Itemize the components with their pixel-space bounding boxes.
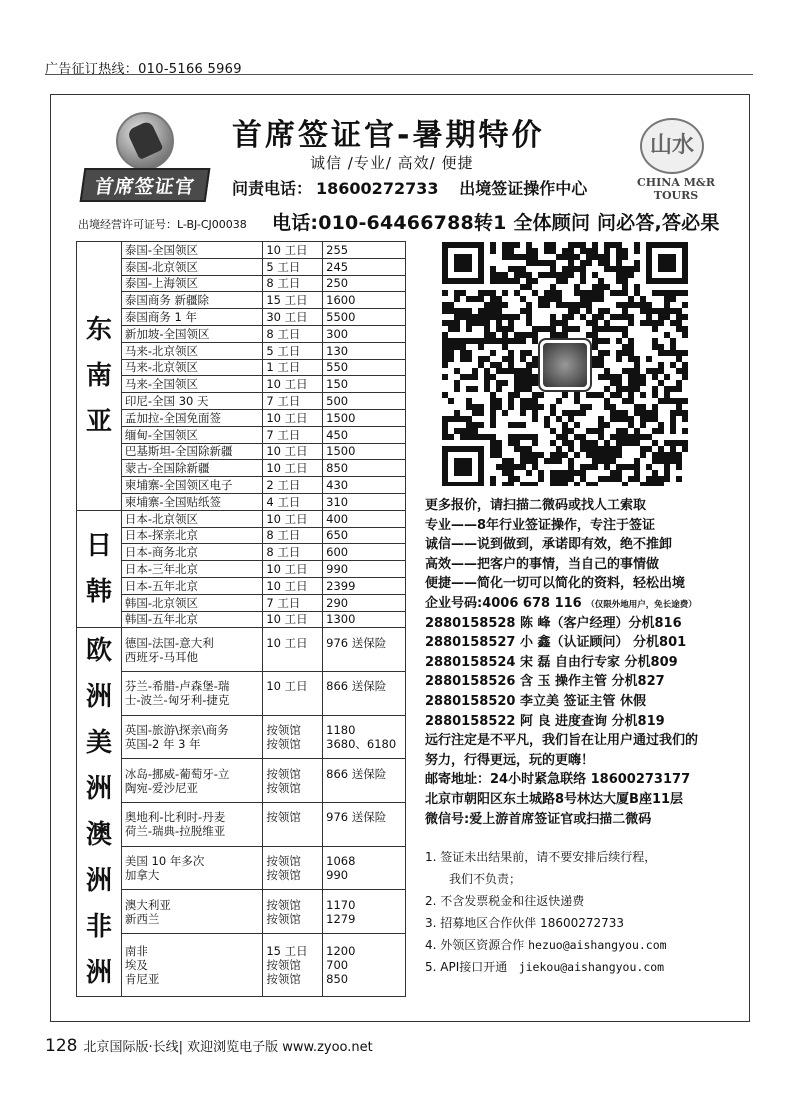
price-cell: 430: [323, 477, 406, 494]
destination-cell: 缅甸-全国领区: [121, 426, 262, 443]
cell-line: 士-波兰-匈牙利-捷克: [124, 693, 230, 708]
destination-cell: 孟加拉-全国免面签: [121, 409, 262, 426]
table-row: [77, 759, 406, 803]
processing-days-cell: [263, 759, 323, 803]
region-char: 美: [85, 728, 112, 759]
processing-days-cell: 7 工日: [263, 594, 323, 611]
table-row: [77, 890, 406, 934]
destination-cell: 巴基斯坦-全国除新疆: [121, 443, 262, 460]
table-row: [77, 671, 406, 715]
price-cell: 990: [323, 561, 406, 578]
enterprise-number: 企业号码:4006 678 116 （仅限外地用户，免长途费）: [425, 595, 697, 611]
cell-line: 1279: [326, 911, 356, 926]
processing-days-cell: 7 工日: [263, 426, 323, 443]
info-line: 专业——8年行业签证操作，专注于签证: [425, 517, 656, 533]
cell-line: 澳大利亚: [124, 897, 171, 912]
processing-days-cell: 2 工日: [263, 477, 323, 494]
cell-line: 1170: [326, 897, 356, 912]
destination-cell: [121, 890, 262, 934]
mailing-address: 邮寄地址：24小时紧急联络 18600273177: [425, 772, 691, 788]
region-label: [77, 510, 122, 628]
contact-line: [232, 176, 591, 199]
cell-line: 芬兰-希腊-卢森堡-瑞: [124, 679, 230, 694]
table-row: [77, 933, 406, 996]
price-cell: [323, 759, 406, 803]
info-line: 远行注定是不平凡，我们旨在让用户通过我们的: [425, 733, 699, 749]
destination-cell: 日本-北京领区: [121, 510, 262, 527]
info-line: 更多报价，请扫描二微码或找人工索取: [425, 498, 647, 513]
price-cell: 1300: [323, 611, 406, 628]
price-cell: 245: [323, 258, 406, 275]
price-table: [76, 241, 406, 997]
destination-cell: 泰国-全国领区: [121, 242, 262, 259]
cell-line: 10 工日: [266, 679, 308, 694]
processing-days-cell: 8 工日: [263, 527, 323, 544]
destination-cell: 韩国-北京领区: [121, 594, 262, 611]
wechat-id: 微信号:爱上游首席签证官或扫描二微码: [425, 811, 652, 827]
license-number: 出境经营许可证号：L-BJ-CJ00038: [78, 218, 247, 231]
cell-line: [326, 781, 402, 795]
price-cell: 310: [323, 493, 406, 510]
cell-line: 700: [326, 958, 349, 973]
destination-cell: [121, 671, 262, 715]
table-row: [77, 376, 406, 393]
table-row: [77, 510, 406, 527]
table-row: [77, 493, 406, 510]
page-footer: [45, 1036, 373, 1056]
price-cell: [323, 933, 406, 996]
page-number: 128: [45, 1036, 78, 1056]
table-row: [77, 628, 406, 672]
note-item: 1. 签证未出结果前，请不要安排后续行程，: [425, 850, 657, 864]
note-item: 4. 外领区资源合作 hezuo@aishangyou.com: [425, 938, 667, 952]
footer-text: 北京国际版·长线| 欢迎浏览电子版 www.zyoo.net: [83, 1040, 373, 1055]
cell-line: 1180: [326, 722, 356, 737]
cell-line: 866 送保险: [326, 679, 387, 694]
region-char: 韩: [85, 577, 112, 608]
processing-days-cell: 15 工日: [263, 292, 323, 309]
region-char: 洲: [85, 774, 112, 805]
note-item: 3. 招募地区合作伙伴 18600272733: [425, 916, 625, 930]
processing-days-cell: 5 工日: [263, 258, 323, 275]
processing-days-cell: 10 工日: [263, 443, 323, 460]
table-row: [77, 594, 406, 611]
cell-line: 15 工日: [266, 944, 308, 959]
region-char: 洲: [85, 682, 112, 713]
cell-line: 10 工日: [266, 635, 308, 650]
table-row: [77, 342, 406, 359]
table-row: [77, 846, 406, 890]
table-row: [77, 715, 406, 759]
cell-line: 976 送保险: [326, 635, 387, 650]
processing-days-cell: 10 工日: [263, 409, 323, 426]
processing-days-cell: 30 工日: [263, 309, 323, 326]
destination-cell: [121, 933, 262, 996]
mountain-water-icon: 山水: [640, 118, 704, 174]
table-row: [77, 242, 406, 259]
price-cell: 400: [323, 510, 406, 527]
qr-center-logo: [540, 340, 590, 390]
processing-days-cell: 10 工日: [263, 577, 323, 594]
processing-days-cell: 7 工日: [263, 393, 323, 410]
logo-banner-text: 首席签证官: [80, 168, 211, 202]
cell-line: 德国-法国-意大利: [124, 635, 214, 650]
destination-cell: 日本-五年北京: [121, 577, 262, 594]
table-row: [77, 611, 406, 628]
table-row: [77, 426, 406, 443]
contact-center: 出境签证操作中心: [459, 179, 588, 198]
cell-line: 按领馆: [266, 736, 301, 751]
price-cell: 150: [323, 376, 406, 393]
price-cell: 5500: [323, 309, 406, 326]
price-cell: 290: [323, 594, 406, 611]
logo-text-line2: TOURS: [653, 189, 699, 202]
cell-line: 英国-2 年 3 年: [124, 736, 201, 751]
cell-line: 荷兰-瑞典-拉脱维亚: [124, 824, 226, 839]
table-row: [77, 393, 406, 410]
cell-line: [326, 824, 402, 838]
cell-line: 866 送保险: [326, 766, 387, 781]
cell-line: 英国-旅游\探亲\商务: [124, 722, 229, 737]
price-cell: [323, 671, 406, 715]
price-cell: [323, 715, 406, 759]
cell-line: 3680、6180: [326, 736, 397, 751]
page-title: 首席签证官-暑期特价: [232, 118, 545, 153]
processing-days-cell: 4 工日: [263, 493, 323, 510]
processing-days-cell: [263, 846, 323, 890]
region-char: 东: [85, 314, 112, 345]
top-divider: [45, 74, 753, 75]
table-row: [77, 325, 406, 342]
processing-days-cell: [263, 671, 323, 715]
table-row: [77, 460, 406, 477]
table-row: [77, 477, 406, 494]
staff-contact: 2880158528 陈 峰（客户经理）分机816: [425, 615, 682, 631]
destination-cell: [121, 802, 262, 846]
cell-line: [326, 650, 402, 664]
cell-line: 按领馆: [266, 780, 301, 795]
logo-text-line1: CHINA M&R: [637, 176, 715, 189]
destination-cell: [121, 846, 262, 890]
cell-line: 850: [326, 972, 349, 987]
region-char: 南: [85, 360, 112, 391]
region-char: 澳: [85, 820, 112, 851]
processing-days-cell: 10 工日: [263, 510, 323, 527]
table-row: [77, 802, 406, 846]
table-row: [77, 443, 406, 460]
region-char: 非: [85, 912, 112, 943]
cell-line: [326, 693, 402, 707]
processing-days-cell: 1 工日: [263, 359, 323, 376]
table-row: [77, 292, 406, 309]
cell-line: 奥地利-比利时-丹麦: [124, 810, 226, 825]
destination-cell: 日本-三年北京: [121, 561, 262, 578]
table-row: [77, 409, 406, 426]
info-line: 诚信——说到做到，承诺即有效，绝不推卸: [425, 537, 673, 553]
note-item: 2. 不含发票税金和往返快递费: [425, 894, 585, 908]
contact-phone: 18600272733: [316, 179, 439, 198]
price-cell: [323, 890, 406, 934]
info-line: 高效——把客户的事情，当自己的事情做: [425, 556, 660, 572]
table-row: [77, 527, 406, 544]
region-char: 欧: [85, 636, 112, 667]
destination-cell: [121, 759, 262, 803]
thumb-icon: [116, 112, 174, 170]
cell-line: 按领馆: [266, 897, 301, 912]
info-line: 努力，行得更远，玩的更嗨！: [425, 752, 595, 768]
price-cell: 650: [323, 527, 406, 544]
notes-list: [425, 846, 745, 978]
processing-days-cell: [263, 933, 323, 996]
destination-cell: 蒙古-全国除新疆: [121, 460, 262, 477]
cell-line: 按领馆: [266, 853, 301, 868]
price-cell: 300: [323, 325, 406, 342]
destination-cell: [121, 715, 262, 759]
destination-cell: 印尼-全国 30 天: [121, 393, 262, 410]
cell-line: 1200: [326, 944, 356, 959]
region-char: 亚: [85, 406, 112, 437]
destination-cell: 柬埔寨-全国领区电子: [121, 477, 262, 494]
cell-line: [266, 693, 319, 707]
price-cell: [323, 802, 406, 846]
destination-cell: 韩国-五年北京: [121, 611, 262, 628]
cell-line: 肯尼亚: [124, 972, 160, 987]
price-cell: 1500: [323, 443, 406, 460]
processing-days-cell: 10 工日: [263, 561, 323, 578]
price-cell: 250: [323, 275, 406, 292]
price-cell: 130: [323, 342, 406, 359]
table-row: [77, 561, 406, 578]
cell-line: 976 送保险: [326, 810, 387, 825]
cell-line: 陶宛-爱沙尼亚: [124, 780, 199, 795]
region-char: 洲: [85, 866, 112, 897]
cell-line: 990: [326, 867, 349, 882]
destination-cell: 泰国商务 新疆除: [121, 292, 262, 309]
staff-contact: 2880158524 宋 磊 自由行专家 分机809: [425, 654, 678, 670]
destination-cell: 马来-全国领区: [121, 376, 262, 393]
cell-line: 南非: [124, 944, 148, 959]
processing-days-cell: 8 工日: [263, 325, 323, 342]
destination-cell: 日本-探亲北京: [121, 527, 262, 544]
email-link[interactable]: hezuo@aishangyou.com: [528, 938, 667, 952]
table-row: [77, 577, 406, 594]
staff-contact: 2880158520 李立美 签证主管 休假: [425, 693, 647, 709]
region-char: 日: [85, 531, 112, 562]
note-item: 5. API接口开通 jiekou@aishangyou.com: [425, 960, 665, 974]
price-cell: [323, 846, 406, 890]
table-row: [77, 359, 406, 376]
processing-days-cell: 5 工日: [263, 342, 323, 359]
cell-line: 按领馆: [266, 867, 301, 882]
processing-days-cell: [263, 890, 323, 934]
email-link[interactable]: jiekou@aishangyou.com: [518, 960, 665, 974]
price-cell: 850: [323, 460, 406, 477]
processing-days-cell: [263, 802, 323, 846]
cell-line: 按领馆: [266, 810, 301, 825]
region-char: 洲: [85, 958, 112, 989]
processing-days-cell: 10 工日: [263, 242, 323, 259]
price-cell: 550: [323, 359, 406, 376]
destination-cell: 泰国-北京领区: [121, 258, 262, 275]
price-cell: 1500: [323, 409, 406, 426]
table-row: [77, 544, 406, 561]
price-cell: 255: [323, 242, 406, 259]
cell-line: 西班牙-马耳他: [124, 649, 199, 664]
cell-line: 按领馆: [266, 972, 301, 987]
mr-tours-logo: [620, 118, 732, 204]
note-item: 我们不负责；: [449, 872, 522, 886]
cell-line: 按领馆: [266, 911, 301, 926]
cell-line: 埃及: [124, 958, 148, 973]
cell-line: 美国 10 年多次: [124, 853, 205, 868]
cell-line: [266, 824, 319, 838]
processing-days-cell: 10 工日: [263, 611, 323, 628]
destination-cell: 新加坡-全国领区: [121, 325, 262, 342]
processing-days-cell: 8 工日: [263, 275, 323, 292]
info-column: [425, 496, 745, 829]
table-row: [77, 275, 406, 292]
destination-cell: 柬埔寨-全国贴纸签: [121, 493, 262, 510]
cell-line: 加拿大: [124, 867, 160, 882]
destination-cell: 马来-北京领区: [121, 359, 262, 376]
cell-line: 新西兰: [124, 911, 160, 926]
price-cell: 600: [323, 544, 406, 561]
price-cell: 1600: [323, 292, 406, 309]
staff-contact: 2880158526 含 玉 操作主管 分机827: [425, 674, 665, 690]
ad-hotline: 广告征订热线：010-5166 5969: [45, 62, 242, 77]
staff-contact: 2880158522 阿 良 进度查询 分机819: [425, 713, 665, 729]
destination-cell: [121, 628, 262, 672]
price-cell: [323, 628, 406, 672]
main-phone: 电话:010-64466788转1 全体顾问 问必答,答必果: [272, 212, 720, 234]
region-label: [77, 242, 122, 511]
cell-line: 按领馆: [266, 766, 301, 781]
price-cell: 450: [323, 426, 406, 443]
slogan: 诚信 /专业/ 高效/ 便捷: [310, 154, 474, 172]
cell-line: 按领馆: [266, 958, 301, 973]
qr-code[interactable]: [442, 242, 688, 486]
cell-line: [266, 650, 319, 664]
processing-days-cell: 10 工日: [263, 460, 323, 477]
cell-line: 冰岛-挪威-葡萄牙-立: [124, 766, 230, 781]
processing-days-cell: [263, 628, 323, 672]
table-row: [77, 258, 406, 275]
processing-days-cell: [263, 715, 323, 759]
destination-cell: 泰国-上海领区: [121, 275, 262, 292]
price-cell: 500: [323, 393, 406, 410]
office-address: 北京市朝阳区东土城路8号林达大厦B座11层: [425, 791, 684, 807]
region-label: [77, 628, 122, 997]
price-cell: 2399: [323, 577, 406, 594]
cell-line: 1068: [326, 853, 356, 868]
visa-officer-logo: [82, 112, 208, 202]
destination-cell: 马来-北京领区: [121, 342, 262, 359]
table-row: [77, 309, 406, 326]
info-line: 便捷——简化一切可以简化的资料，轻松出境: [425, 576, 686, 592]
contact-label: 问责电话：: [232, 179, 313, 198]
destination-cell: 日本-商务北京: [121, 544, 262, 561]
processing-days-cell: 10 工日: [263, 376, 323, 393]
cell-line: 按领馆: [266, 722, 301, 737]
destination-cell: 泰国商务 1 年: [121, 309, 262, 326]
processing-days-cell: 8 工日: [263, 544, 323, 561]
staff-contact: 2880158527 小 鑫（认证顾问） 分机801: [425, 635, 687, 651]
